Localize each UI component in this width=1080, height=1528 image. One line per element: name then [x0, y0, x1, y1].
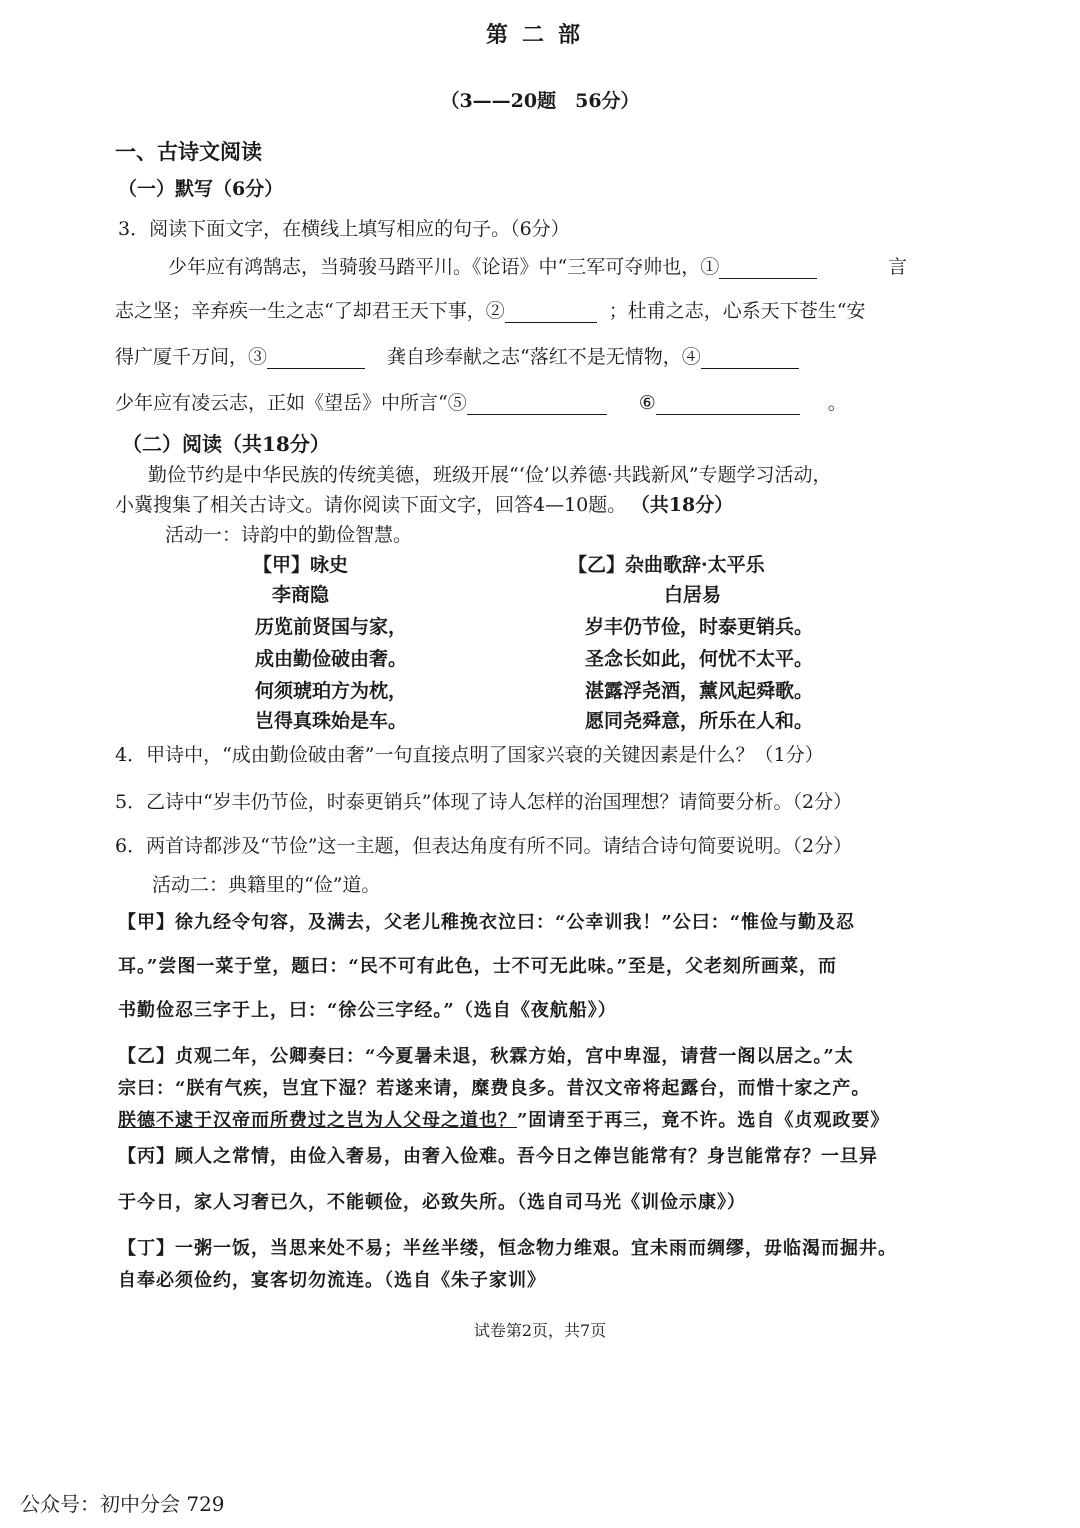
poem-a-author: 李商隐 — [272, 584, 330, 606]
classical-bing-line: 【丙】顾人之常情，由俭入奢易，由奢入俭难。吾今日之俸岂能常有？身岂能常存？一旦异 — [118, 1146, 878, 1167]
activity-1-title: 活动一：诗韵中的勤俭智慧。 — [165, 524, 413, 546]
q3-line-4-text-b: ⑥ — [638, 392, 656, 414]
blank-6[interactable] — [656, 392, 800, 415]
classical-jia-line: 【甲】徐九经令句容，及满去，父老儿稚挽衣泣曰：“公幸训我！”公曰：“惟俭与勤及忍 — [118, 912, 856, 933]
classical-ding-line: 【丁】一粥一饭，当思来处不易；半丝半缕，恒念物力维艰。宜未雨而绸缪，毋临渴而掘井。 — [118, 1238, 897, 1259]
section-title: 一、古诗文阅读 — [115, 139, 262, 164]
classical-yi-tail: ”固请至于再三，竟不许。选自《贞观政要》 — [517, 1110, 890, 1131]
poem-a-line: 何须琥珀方为枕， — [255, 680, 408, 702]
q3-line-2 — [115, 296, 865, 323]
q3-line-4-text-a: 少年应有凌云志，正如《望岳》中所言“⑤ — [115, 392, 467, 414]
poem-a-line: 历览前贤国与家， — [255, 616, 408, 638]
classical-yi-line: 【乙】贞观二年，公卿奏曰：“今夏暑未退，秋霖方始，宫中卑湿，请营一阁以居之。”太 — [118, 1046, 854, 1067]
poem-a-title: 【甲】咏史 — [253, 554, 349, 576]
reading-intro-line-2-text: 小冀搜集了相关古诗文。请你阅读下面文字，回答4—10题。 — [115, 494, 627, 516]
classical-jia-line: 书勤俭忍三字于上，曰：“徐公三字经。”（选自《夜航船》） — [118, 1000, 617, 1021]
reading-intro-line-1: 勤俭节约是中华民族的传统美德，班级开展“‘俭’以养德·共践新风”专题学习活动， — [148, 464, 832, 486]
reading-intro-score: （共18分） — [640, 494, 734, 516]
score-line: （3——20题 56分） — [440, 90, 640, 112]
blank-2[interactable] — [505, 300, 597, 323]
blank-3[interactable] — [267, 346, 365, 369]
classical-ding-line: 自奉必须俭约，宴客切勿流连。（选自《朱子家训》 — [118, 1270, 546, 1291]
question-5: 5．乙诗中“岁丰仍节俭，时泰更销兵”体现了诗人怎样的治国理想？请简要分析。（2分） — [115, 791, 853, 813]
classical-yi-underlined-sentence: 朕德不逮于汉帝而所费过之岂为人父母之道也？ — [118, 1110, 517, 1131]
poem-a-line: 成由勤俭破由奢。 — [255, 648, 408, 670]
poem-b-line: 圣念长如此，何忧不太平。 — [585, 648, 814, 670]
classical-bing-line: 于今日，家人习奢已久，不能顿俭，必致失所。（选自司马光《训俭示康》） — [118, 1192, 746, 1213]
subsection-reading-title: （二）阅读（共18分） — [122, 432, 330, 456]
blank-1[interactable] — [719, 256, 817, 279]
question-6: 6．两首诗都涉及“节俭”这一主题，但表达角度有所不同。请结合诗句简要说明。（2分） — [115, 835, 853, 857]
q3-line-3-text-b: 龚自珍奉献之志“落红不是无情物，④ — [387, 346, 701, 368]
poem-a-line: 岂得真珠始是车。 — [255, 710, 408, 732]
q3-line-1-text: 少年应有鸿鹄志，当骑骏马踏平川。《论语》中“三军可夺帅也，① — [168, 256, 720, 278]
q3-line-1 — [168, 252, 817, 279]
blank-4[interactable] — [701, 346, 799, 369]
subsection-dictation-title: （一）默写（6分） — [118, 178, 284, 200]
q3-line-4-text-c: 。 — [827, 392, 847, 414]
q3-line-2-text-b: ；杜甫之志，心系天下苍生“安 — [608, 300, 866, 322]
q3-line-3 — [115, 342, 799, 369]
poem-b-line: 岁丰仍节俭，时泰更销兵。 — [585, 616, 814, 638]
question-3-prompt: 3．阅读下面文字，在横线上填写相应的句子。（6分） — [118, 218, 570, 240]
q3-line-1-end: 言 — [888, 256, 908, 278]
watermark-text: 公众号：初中分会 729 — [20, 1492, 225, 1516]
q3-line-4 — [115, 388, 847, 415]
blank-5[interactable] — [467, 392, 607, 415]
q3-line-3-text-a: 得广厦千万间，③ — [115, 346, 268, 368]
poem-b-title: 【乙】杂曲歌辞·太平乐 — [568, 554, 765, 576]
question-4: 4．甲诗中，“成由勤俭破由奢”一句直接点明了国家兴衰的关键因素是什么？（1分） — [115, 744, 824, 766]
poem-b-line: 愿同尧舜意，所乐在人和。 — [585, 710, 814, 732]
poem-b-author: 白居易 — [664, 584, 722, 606]
part-title: 第二部 — [485, 22, 594, 48]
classical-yi-line-3 — [118, 1106, 889, 1132]
classical-jia-line: 耳。”尝图一菜于堂，题曰：“民不可有此色，士不可无此味。”至是，父老刻所画菜，而 — [118, 956, 838, 977]
reading-intro-line-2 — [115, 490, 733, 517]
poem-b-line: 湛露浮尧酒，薰风起舜歌。 — [585, 680, 814, 702]
activity-2-title: 活动二：典籍里的“俭”道。 — [152, 874, 381, 896]
classical-yi-line: 宗曰：“朕有气疾，岂宜下湿？若遂来请，糜费良多。昔汉文帝将起露台，而惜十家之产。 — [118, 1078, 871, 1099]
q3-line-2-text-a: 志之坚；辛弃疾一生之志“了却君王天下事，② — [115, 300, 505, 322]
page-footer: 试卷第2页，共7页 — [473, 1321, 607, 1340]
